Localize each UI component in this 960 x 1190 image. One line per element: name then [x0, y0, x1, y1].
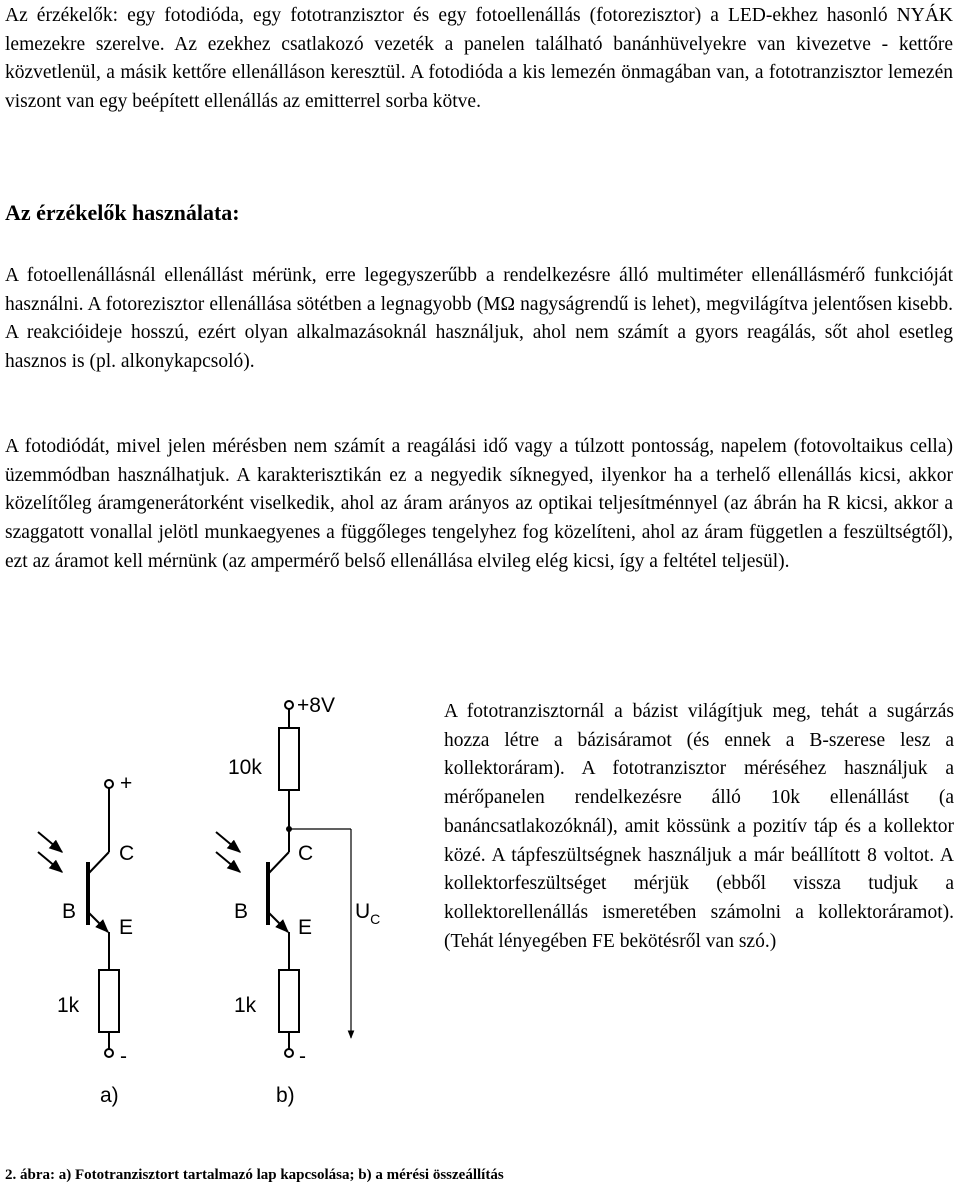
label-voltage-u: U — [355, 900, 371, 923]
label-plus-a: + — [120, 772, 133, 795]
label-minus-b: - — [299, 1045, 306, 1068]
label-circuit-b: b) — [276, 1084, 295, 1107]
label-base-a: B — [62, 900, 77, 923]
light-ray-icon — [38, 852, 62, 872]
label-resistor-a: 1k — [57, 994, 80, 1017]
phototransistor-circuit-diagram — [0, 680, 440, 1120]
label-collector-b: C — [298, 842, 314, 865]
resistor-1k-b — [279, 970, 299, 1032]
phototransistor-paragraph: A fototranzisztornál a bázist világítjuk meg, tehát a sugárzás hozza létre a bázisáramot (és ennek a B-szerese lesz a kollektoráram). A fototranzisztor méréséhez használjuk a mérőpanelen rendelkezésre álló 10k ellenállást (a banáncsatlakozóknál), amit kössünk a pozitív táp és a kollektor közé. A tápfeszültségnek használjuk a már beállított 8 voltot. A kollektorfeszültséget mérjük (ebből vissza tudjuk a kollektorellenállás ismeretében számolni a kollektoráramot). (Tehát lényegében FE bekötésről van szó.) — [444, 701, 954, 952]
intro-paragraph: Az érzékelők: egy fotodióda, egy fototranzisztor és egy fotoellenállás (fotorezisztor) a LED-ekhez hasonló NYÁK lemezekre szerelve. Az ezekhez csatlakozó vezeték a panelen található banánhüvelyekre van kivezetve - kettőre közvetlenül, a másik kettőre ellenálláson keresztül. A fotodióda a kis lemezén önmagában van, a fototranzisztor lemezén viszont van egy beépített ellenállás az emitterrel sorba kötve. — [5, 5, 953, 113]
label-voltage-c-sub: C — [370, 911, 381, 927]
usage-paragraph: A fotoellenállásnál ellenállást mérünk, erre legegyszerűbb a rendelkezésre álló multiméter ellenállásmérő funkcióját használni. A fotorezisztor ellenállása sötétben a legnagyobb (MΩ nagyságrendű is lehet), megvilágítva jelentősen kisebb. A reakcióideje hosszú, ezért olyan alkalmazásoknál használjuk, ahol nem számít a gyors reagálás, sőt ahol esetleg hasznos is (pl. alkonykapcsoló). — [5, 265, 953, 373]
label-minus-a: - — [120, 1045, 127, 1068]
terminal-supply-b — [285, 701, 293, 709]
light-ray-icon — [216, 832, 240, 852]
collector-lead-a — [88, 852, 109, 874]
light-ray-icon — [216, 852, 240, 872]
label-collector-a: C — [119, 842, 135, 865]
label-base-b: B — [234, 900, 249, 923]
collector-lead-b — [268, 852, 289, 874]
emitter-arrow-b — [268, 912, 288, 932]
emitter-arrow-a — [88, 912, 108, 932]
resistor-1k-a — [99, 970, 119, 1032]
photodiode-paragraph: A fotodiódát, mivel jelen mérésben nem számít a reagálási idő vagy a túlzott pontosság, napelem (fotovoltaikus cella) üzemmódban használhatjuk. A karakterisztikán ez a negyedik síknegyed, ilyenkor ha a terhelő ellenállás kicsi, akkor közelítőleg áramgenerátorként viselkedik, ahol az áram arányos az optikai teljesítménnyel (az ábrán ha R kicsi, akkor a szaggatott vonallal jelötl munkaegyenes a függőleges tengelyhez fog közelíteni, ahol az áram független a feszültségtől), ezt az áramot kell mérnünk (az ampermérő belső ellenállása elvileg elég kicsi, így a feltétel teljesül). — [5, 436, 953, 572]
label-resistor-b: 1k — [234, 994, 257, 1017]
terminal-plus-a — [105, 780, 113, 788]
label-supply-b: +8V — [297, 694, 335, 717]
circuit-b — [216, 694, 380, 1107]
section-heading: Az érzékelők használata: — [5, 200, 240, 225]
circuit-a — [38, 772, 134, 1107]
label-emitter-a: E — [119, 916, 134, 939]
light-ray-icon — [38, 832, 62, 852]
terminal-minus-b — [285, 1049, 293, 1057]
label-emitter-b: E — [298, 916, 313, 939]
label-circuit-a: a) — [100, 1084, 119, 1107]
label-voltage-uc — [355, 900, 380, 927]
resistor-10k-b — [279, 728, 299, 790]
label-resistor-10k-b: 10k — [228, 756, 262, 779]
terminal-minus-a — [105, 1049, 113, 1057]
figure-caption: 2. ábra: a) Fototranzisztort tartalmazó lap kapcsolása; b) a mérési összeállítás — [5, 1167, 504, 1183]
